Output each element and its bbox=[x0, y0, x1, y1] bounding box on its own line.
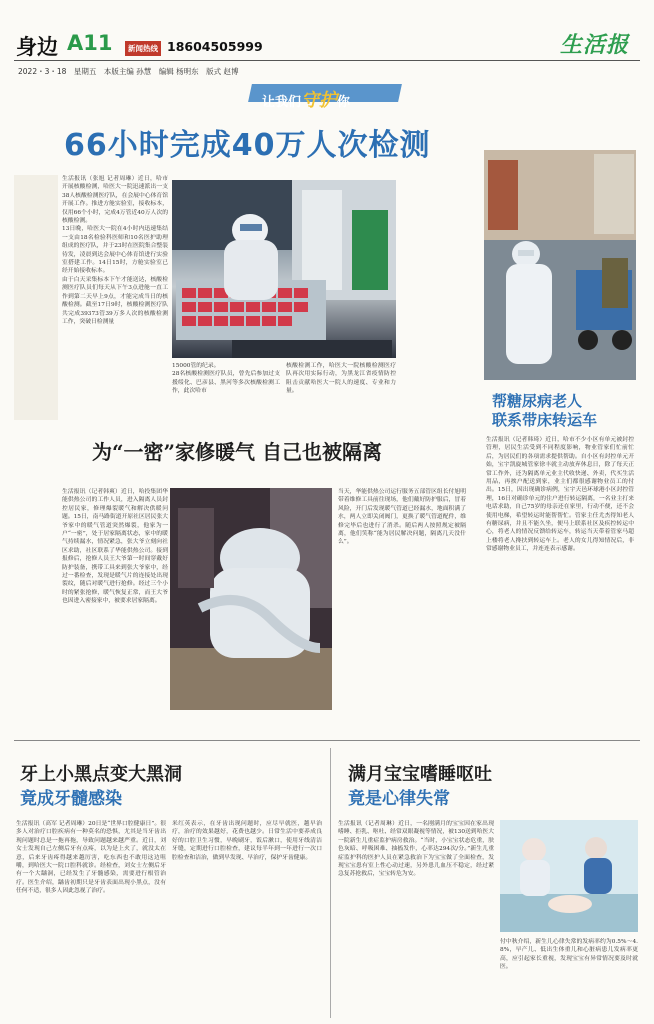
story3-body-left: 生活报讯（记者韩爽）近日，哈投集团华能供热公司的工作人员，进入隔离人员封控居民家，修理爆裂暖气和解决供暖问题。15日，南马路街道开原社区居民张大爷家中的暖气管道突然爆裂，他家为一户“一密”，处于居家隔离状态，家中的暖气持续漏水，情况紧急，张大爷立刻向社区求助，社区联系了华能供热公司。接到报修后，抢修人员王大爷第一时间穿戴好防护装备，携带工具来到张大爷家中，经过一番检查，发现是暖气片的连接处出现裂纹，随后对暖气进行抢修。经过三个小时的紧张抢修，暖气恢复正常，而王大爷也因进入密接家中，被要求居家隔离。 bbox=[62, 489, 168, 605]
story1-p1: 生活报讯（张旭 记者周琳）近日，哈市开展核酸检测，哈医大一院迅速派出一支38人核酸检测医疗队，在会展中心体育馆开展工作。推进方舱实验室，接收标本，仅用66个小时，完成4万管近40万人次的核酸检测。 bbox=[62, 176, 168, 225]
headline-tooth-decay: 牙上小黑点变大黑洞 bbox=[20, 764, 182, 785]
story4-body-left: 生活报讯（高军 记者周琳）20日是“世界口腔健康日”。很多人对治疗口腔疾病有一种莫名的恐惧，尤其是当牙齿出现问题时总是一拖再拖，导致问题越来越严重。近日，刘女士发现自己左侧后牙有点疼，以为是上火了，就没太在意，后来牙齿疼得越来越厉害，吃东西也不敢用这边咀嚼，到哈医大一院口腔科就诊。经检查，刘女士左侧后牙有一个大龋洞，已经发生了牙髓感染，需要进行根管治疗。医生介绍，龋齿初期只是牙齿表面出现小黑点，没有任何不适，很多人因此忽视了治疗。 bbox=[16, 821, 166, 895]
nicu-scene-illustration bbox=[500, 820, 638, 932]
headline-diabetic-elder: 帮糖尿病老人 联系带床转运车 bbox=[492, 392, 598, 429]
story5-body: 生活报讯（记者周琳）近日，一名刚满月的宝宝因在家出现嗜睡、拒乳、呕吐、经常双眼凝视等情况，被130送到哈医大一院新生儿重症监护病房救治。“当时，小宝宝状态危重，肤色灰暗、呼吸困难、抽搐发作，心率达294次/分。”新生儿重症监护科的医护人员在紧急救治下为宝宝做了全面检查，发现宝宝患有室上性心动过速，另外患儿血压不稳定，经过紧急复苏抢救后，宝宝转危为安。 bbox=[338, 821, 494, 878]
headline-radiator-repair: 为“一密”家修暖气 自己也被隔离 bbox=[92, 440, 382, 464]
subhead-newborn: 竟是心律失常 bbox=[348, 789, 450, 809]
repair-worker-photo bbox=[170, 488, 332, 710]
story1-p6: 核酸检测工作，哈医大一院核酸检测医疗队再次用实际行动，为黑龙江省疫情防控阻击贡献哈医大一院人的速度、专业和力量。 bbox=[286, 363, 396, 395]
banner-pre: 让我们 bbox=[262, 95, 302, 110]
section-divider bbox=[14, 740, 640, 741]
worker-with-cart-photo bbox=[484, 150, 636, 380]
story5-body-bottom: 付中秋介绍，新生儿心律失常的发病率约为0.5%～4.8%，早产儿、低出生体重儿和心脏病患儿发病率更高，应引起家长重视，发现宝宝有异常情况要及时就医。 bbox=[500, 939, 638, 971]
issue-info: 2022・3・18 星期五 本版主编 孙慧 编辑 杨明东 版式 赵博 bbox=[18, 67, 239, 76]
banner-highlight: 守护 bbox=[301, 90, 338, 111]
masthead bbox=[0, 0, 654, 76]
story3-body-right: 当天，华能供热公司运行服务五部管区组长付旭明带着维修工具前往现场，他们戴好防护服后，冒着风险，开门后发现暖气管道已经漏水，地面积满了水，两人立即关闭阀门，更换了暖气管道配件，维修完毕后也进行了消杀。随后两人按照规定被隔离，他们笑称“能为居民解决问题，隔离几天没什么”。 bbox=[338, 489, 466, 546]
banner-post: 你 bbox=[337, 95, 351, 110]
hotline-label: 新闻热线 bbox=[125, 41, 161, 56]
story1-col1 bbox=[62, 175, 168, 420]
story1-p5: 28名核酸检测医疗队员，曾先后参加过支援绥化、巴彦县、黑河等多次核酸检测工作，此次哈市 bbox=[172, 371, 280, 395]
story1-p4: 15000管的纪录。 bbox=[172, 363, 220, 369]
story2-body: 生活报讯（记者韩琦）近日，哈市不少小区有单元被封控管理，居民生活受到不同程度影响，物业管家们忙前忙后，为居民们的各项需求提供帮助。自小区有封控单元开始，宝宇凯旋城管家徐丰就主动放弃休息日，除了每天正常工作外，还为隔离单元业主代收快递、外卖，代买生活用品，再挨户配送到家，业主们都很感谢物业员工的付出。15日，因出现确诊病例，宝宇天邑环球港小区封控管理，16日对确诊单元的住户进行转运隔离，一名业主打来电话求助，自己75岁的母亲还在家里，行动不便，还不会使用电梯，希望转运时能帮帮忙。管家主任尤杰得知老人有糖尿病，并且不能久坐，便马上联系社区及疾控转运中心，将老人的情况反馈给转运车，转运当天带着管家马超上楼将老人搀扶到转运车上。老人的女儿得知情况后，非常感谢物业员工，并连连表示感谢。 bbox=[486, 437, 634, 553]
headline-66hours: 66小时完成40万人次检测 bbox=[64, 128, 431, 163]
story4-body-right: 米红英表示，在牙齿出现问题时，应尽早就医，越早治疗，治疗的效果越好，花费也越少。日常生活中要养成良好的口腔卫生习惯，早晚刷牙，饭后漱口，使用牙线清洁牙缝，定期进行口腔检查，建议每半年到一年进行一次口腔检查和洁治，做到早发现、早治疗，保护牙齿健康。 bbox=[172, 821, 322, 861]
newspaper-logo: 生活报 bbox=[560, 32, 630, 58]
repair-scene-illustration bbox=[170, 488, 332, 710]
street-scene-illustration bbox=[484, 150, 636, 380]
page-number: A11 bbox=[67, 31, 113, 55]
hotline-number: 18604505999 bbox=[167, 39, 263, 54]
masthead-rule bbox=[14, 60, 640, 61]
section-name: 身边 bbox=[16, 35, 58, 59]
headline-newborn: 满月宝宝嗜睡呕吐 bbox=[348, 764, 492, 785]
subhead-tooth-decay: 竟成牙髓感染 bbox=[20, 789, 122, 809]
left-margin-strip bbox=[14, 175, 58, 420]
story1-p3: 由于白天采集标本下午才能送达，核酸检测医疗队员们每天从下午3点进舱一直工作到第二天早上9点，才能完成当日的核酸检测。截至17日9时，核酸检测医疗队共完成39373管39万多人次的核酸检测工作，突破日检测量 bbox=[62, 276, 168, 325]
lab-worker-photo bbox=[172, 180, 396, 358]
banner-text bbox=[262, 86, 350, 112]
lab-scene-illustration bbox=[172, 180, 396, 358]
story1-col2 bbox=[172, 362, 280, 422]
nicu-photo bbox=[500, 820, 638, 932]
column-divider bbox=[330, 748, 331, 1018]
section-banner bbox=[250, 80, 400, 111]
story1-p2: 13日晚，哈医大一院在4小时内迅速集结一支由18名检验科医师和10名医护助理组成的医疗队，并于23时在医院集合整装待发，凌晨到达会展中心体育馆进行实验室搭建工作。14日15时，方舱实验室已经开始接收标本。 bbox=[62, 226, 168, 275]
story1-col3 bbox=[286, 362, 396, 422]
